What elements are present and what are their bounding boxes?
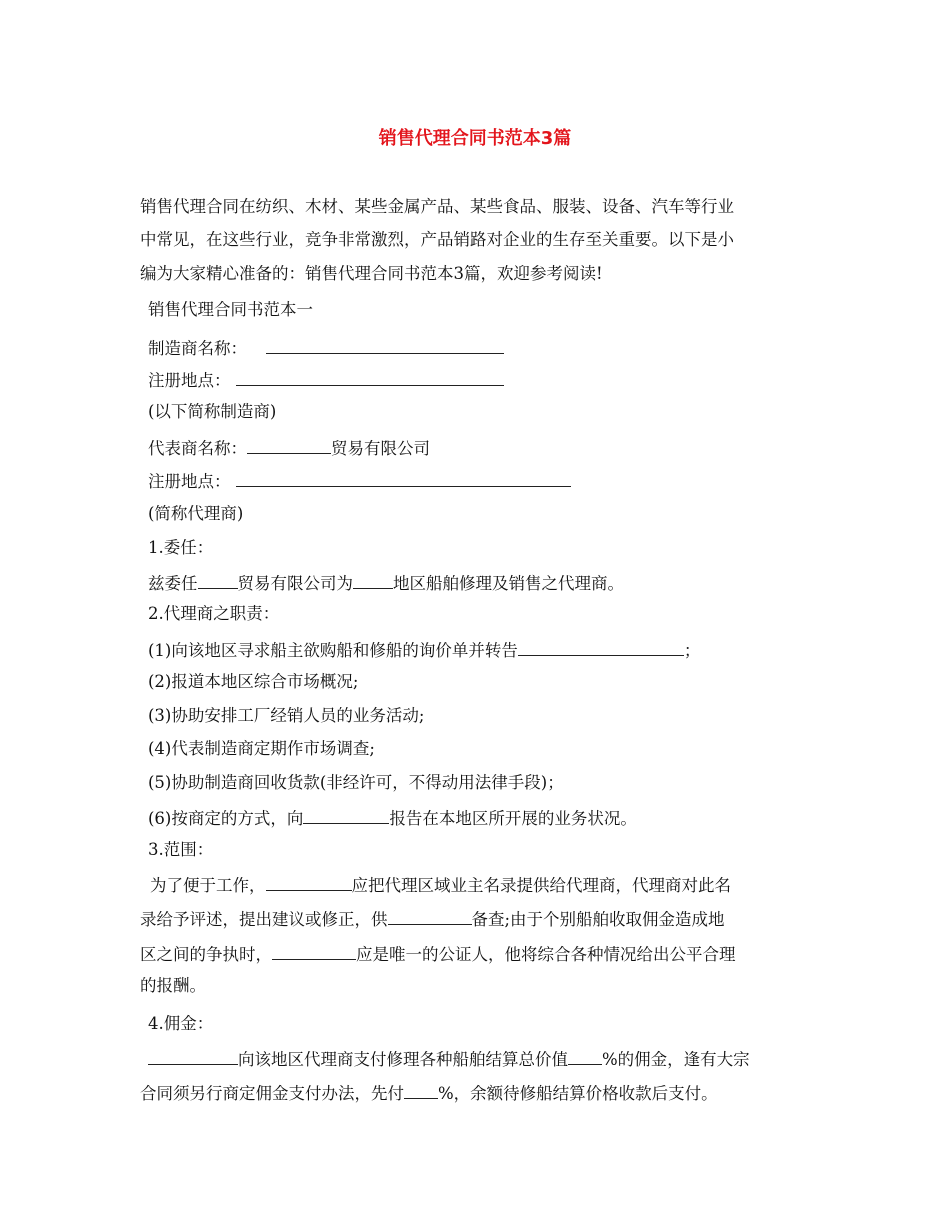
intro-line-3: 编为大家精心准备的：销售代理合同书范本3篇，欢迎参考阅读!	[140, 264, 603, 283]
s2-item-1-end: ；	[683, 641, 701, 660]
s2-title: 2.代理商之职责：	[148, 604, 280, 623]
intro-line-2: 中常见，在这些行业，竞争非常激烈，产品销路对企业的生存至关重要。以下是小	[140, 230, 734, 249]
s1-text-a: 兹委任	[148, 574, 198, 593]
document-title: 销售代理合同书范本3篇	[378, 128, 572, 149]
s3-blank-2	[388, 907, 472, 925]
s2-item-1-blank	[518, 638, 684, 656]
agent-address-label: 注册地点：	[148, 472, 231, 491]
s3-line-2-b: 备查;由于个别船舶收取佣金造成地	[471, 910, 725, 929]
agent-name-blank	[247, 436, 331, 454]
s1-blank-1	[198, 571, 238, 589]
agent-address-blank	[236, 469, 571, 487]
s3-blank-1	[266, 873, 352, 891]
agent-address-row	[148, 469, 828, 492]
s3-line-2-a: 录给予评述，提出建议或修正，供	[140, 910, 388, 929]
s1-body	[148, 571, 828, 594]
s3-line-2	[140, 907, 820, 930]
s2-item-4: (4)代表制造商定期作市场调查;	[148, 739, 375, 758]
s4-blank-3	[404, 1081, 438, 1099]
s2-item-1-text: (1)向该地区寻求船主欲购船和修船的询价单并转告	[148, 641, 518, 660]
s1-text-c: 地区船舶修理及销售之代理商。	[393, 574, 624, 593]
manufacturer-name-row	[148, 336, 828, 359]
s4-line-1	[148, 1047, 828, 1070]
s2-item-6-blank	[303, 806, 389, 824]
manufacturer-address-blank	[236, 368, 504, 386]
s1-blank-2	[353, 571, 393, 589]
s1-text-b: 贸易有限公司为	[237, 574, 353, 593]
s4-line-1-b: %的佣金，逢有大宗	[602, 1050, 750, 1069]
s3-line-4: 的报酬。	[140, 976, 206, 995]
manufacturer-name-blank	[266, 336, 504, 354]
intro-line-1: 销售代理合同在纺织、木材、某些金属产品、某些食品、服装、设备、汽车等行业	[140, 197, 734, 216]
manufacturer-abbr: (以下简称制造商)	[148, 402, 277, 421]
s3-line-3-b: 应是唯一的公证人，他将综合各种情况给出公平合理	[356, 945, 736, 964]
s4-line-2	[140, 1081, 820, 1104]
agent-name-label: 代表商名称：	[148, 439, 247, 458]
s4-blank-2	[568, 1047, 602, 1065]
s3-line-1-a: 为了便于工作，	[150, 876, 266, 895]
s2-item-6-text-b: 报告在本地区所开展的业务状况。	[389, 809, 637, 828]
s4-title: 4.佣金：	[148, 1014, 214, 1033]
s4-line-2-b: %，余额待修船结算价格收款后支付。	[438, 1084, 718, 1103]
agent-name-row	[148, 436, 828, 459]
s3-line-3-a: 区之间的争执时，	[140, 945, 272, 964]
s2-item-1	[148, 638, 828, 661]
agent-abbr: (简称代理商)	[148, 504, 244, 523]
s3-line-1	[150, 873, 830, 896]
manufacturer-address-label: 注册地点：	[148, 371, 231, 390]
s2-item-6-text-a: (6)按商定的方式，向	[148, 809, 304, 828]
s3-title: 3.范围：	[148, 840, 214, 859]
section-title: 销售代理合同书范本一	[148, 300, 313, 319]
s3-blank-3	[272, 942, 356, 960]
s4-blank-1	[148, 1047, 238, 1065]
agent-name-suffix: 贸易有限公司	[331, 439, 430, 458]
s3-line-3	[140, 942, 820, 965]
manufacturer-address-row	[148, 368, 828, 391]
s1-title: 1.委任：	[148, 538, 214, 557]
s4-line-2-a: 合同须另行商定佣金支付办法，先付	[140, 1084, 404, 1103]
s2-item-2: (2)报道本地区综合市场概况;	[148, 672, 359, 691]
s2-item-6	[148, 806, 828, 829]
manufacturer-name-label: 制造商名称：	[148, 339, 247, 358]
s3-line-1-b: 应把代理区域业主名录提供给代理商，代理商对此名	[351, 876, 731, 895]
s2-item-5: (5)协助制造商回收货款(非经许可，不得动用法律手段)；	[148, 773, 564, 792]
s2-item-3: (3)协助安排工厂经销人员的业务活动;	[148, 706, 425, 725]
s4-line-1-a: 向该地区代理商支付修理各种船舶结算总价值	[238, 1050, 568, 1069]
